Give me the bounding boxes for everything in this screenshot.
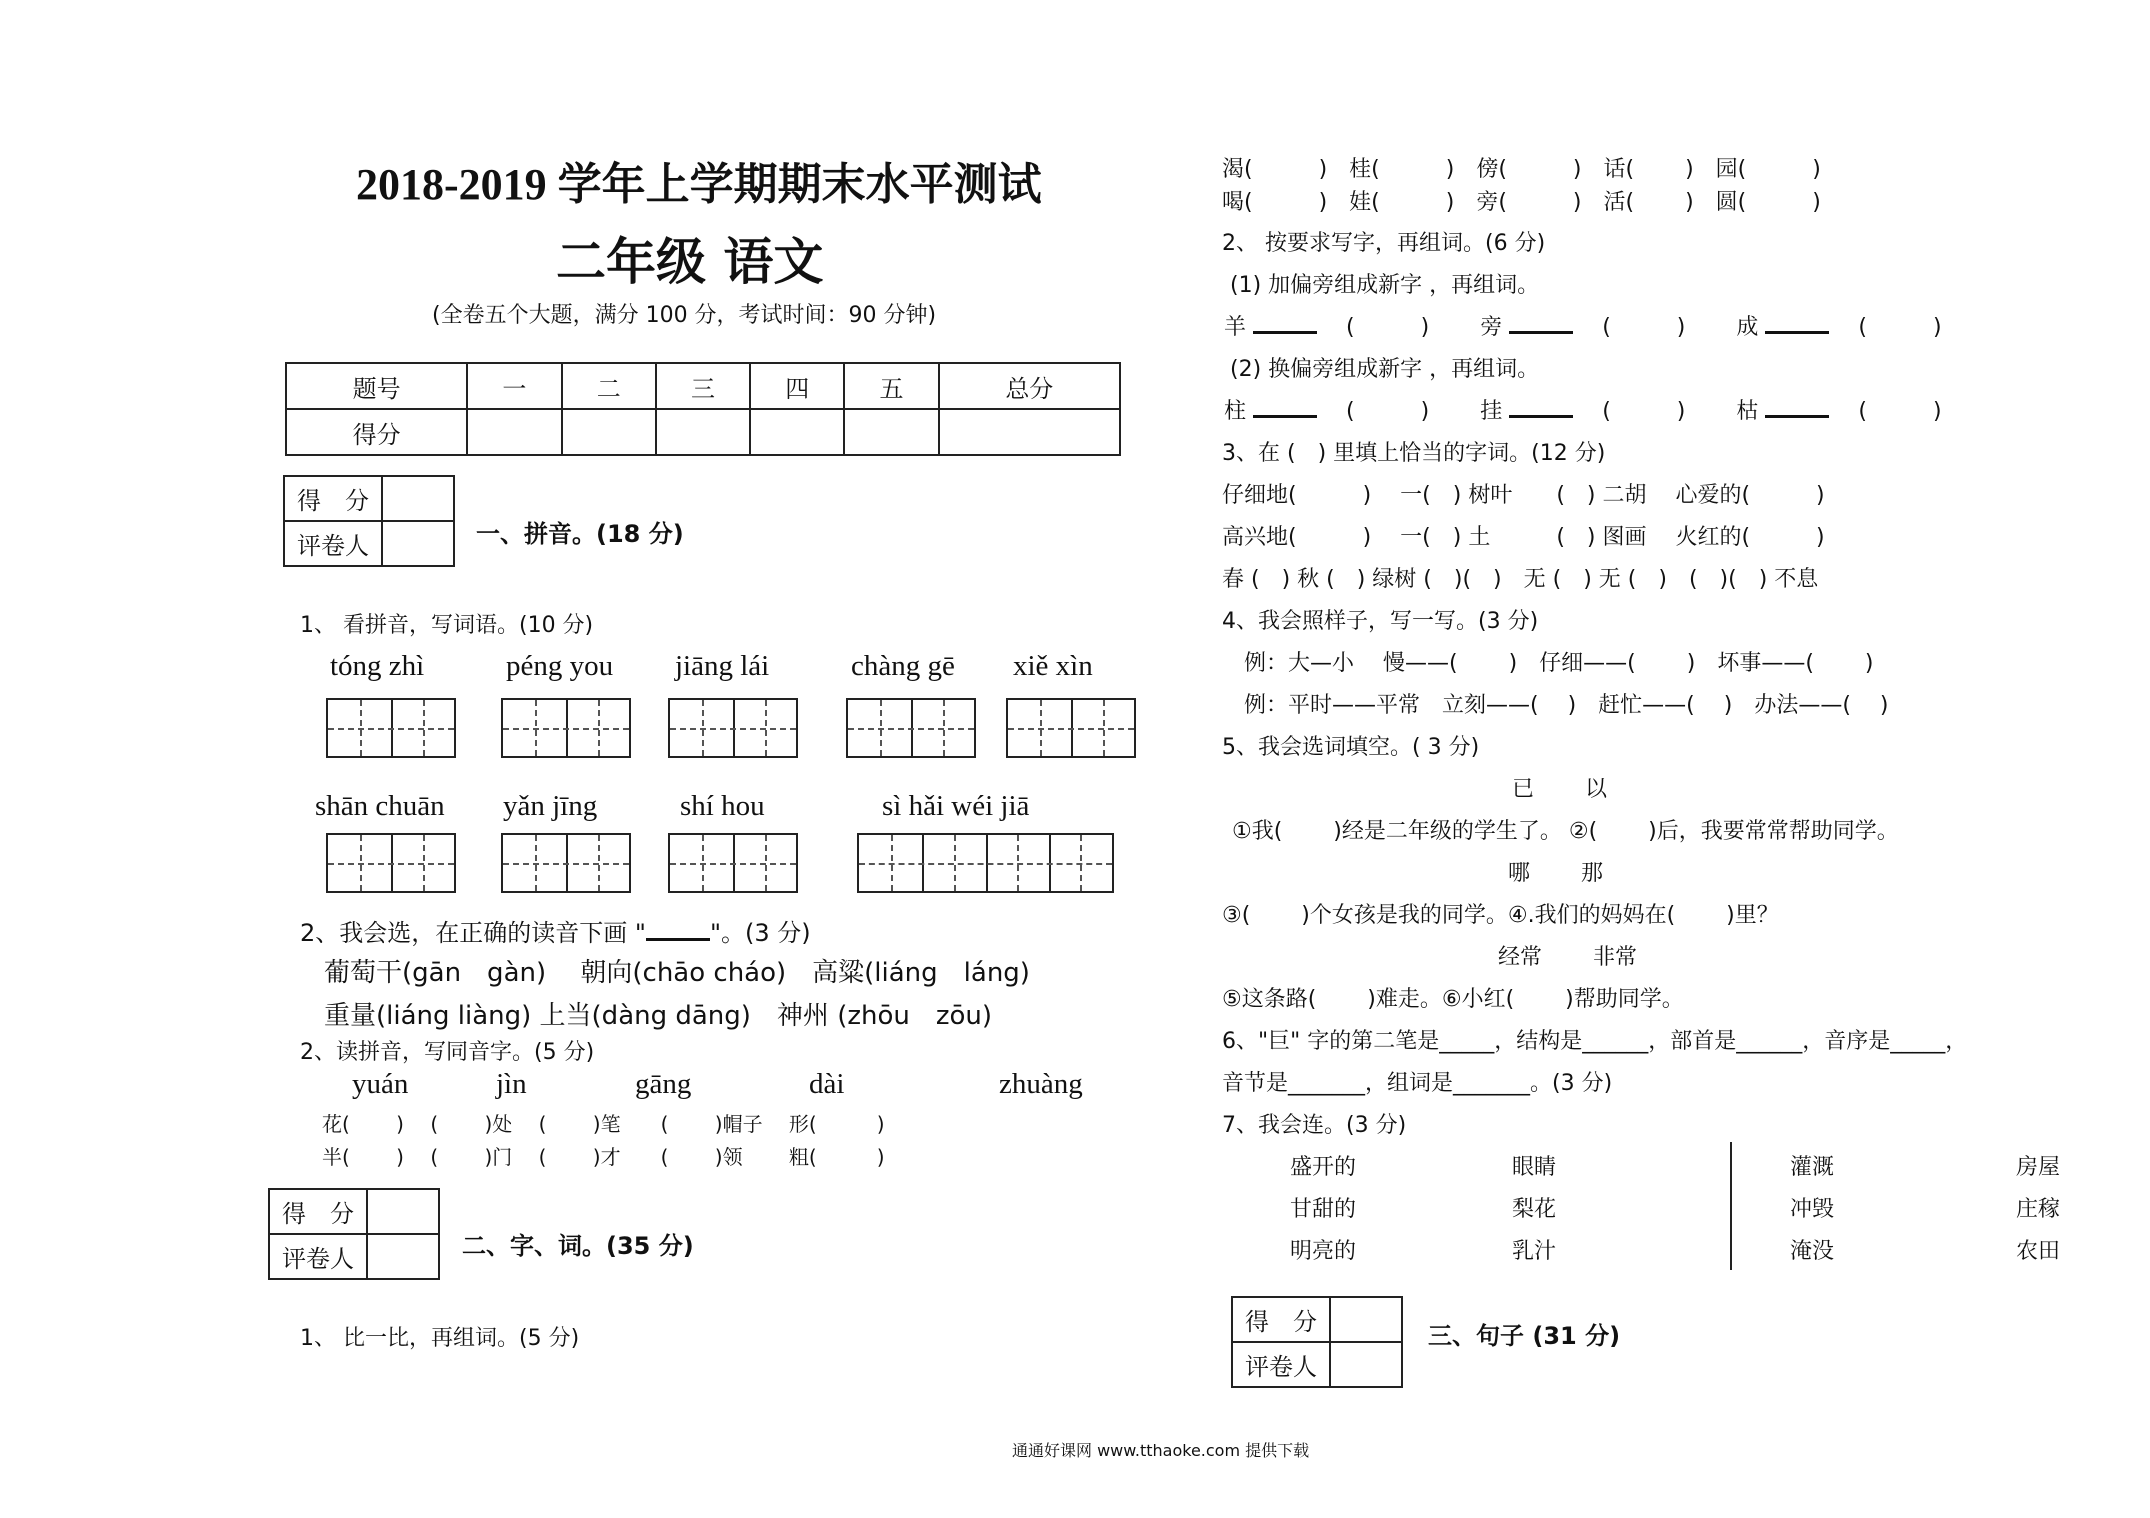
connect-word[interactable]: 农田 [2016, 1239, 2061, 1264]
question-1-2-text: 2、我会选，在正确的读音下画 " [300, 919, 646, 947]
pronunciation-line: 葡萄干(gān gàn) 朝向(chāo cháo) 高粱(liáng láng) [324, 958, 1030, 988]
score-entry-cell[interactable] [656, 409, 750, 455]
score-entry-cell[interactable] [467, 409, 561, 455]
homophone-line: 花( ) ( )处 ( )笔 ( )帽子 形( ) [322, 1112, 885, 1136]
section-3-heading: 三、句子 (31 分) [1428, 1322, 1621, 1350]
question-2-2a: (1) 加偏旁组成新字 ，再组词。 [1230, 273, 1540, 298]
radical-char: 旁 [1480, 315, 1503, 340]
score-header-cell: 五 [844, 363, 938, 409]
grader-score-cell[interactable] [1330, 1297, 1402, 1342]
pinyin-label: zhuàng [999, 1068, 1083, 1100]
score-entry-cell[interactable] [844, 409, 938, 455]
grader-score-cell[interactable] [367, 1189, 439, 1234]
grader-box [283, 475, 455, 567]
answer-blank[interactable] [1253, 411, 1317, 418]
pinyin-label: tóng zhì [330, 650, 425, 682]
pronunciation-line: 重量(liáng liàng) 上当(dàng dāng) 神州 (zhōu zōu) [324, 1001, 993, 1031]
connect-word[interactable]: 梨花 [1512, 1197, 1557, 1222]
writing-grid[interactable] [857, 833, 1114, 893]
section-1-heading: 一、拼音。(18 分) [476, 520, 684, 548]
score-header-cell: 总分 [939, 363, 1120, 409]
connect-word[interactable]: 淹没 [1790, 1239, 1835, 1264]
answer-blank[interactable] [1509, 327, 1573, 334]
exam-note: (全卷五个大题，满分 100 分，考试时间：90 分钟) [432, 303, 937, 328]
pinyin-label: jìn [496, 1068, 527, 1100]
question-1-2-tail: "。(3 分) [709, 919, 811, 947]
question-2-7: 7、我会连。(3 分) [1222, 1113, 1407, 1138]
exam-subtitle: 二年级 语文 [556, 233, 824, 291]
paren-blank: ( ) [1602, 315, 1686, 340]
pinyin-label: yuán [352, 1068, 409, 1100]
pinyin-label: shān chuān [315, 790, 445, 822]
score-header-cell: 一 [467, 363, 561, 409]
grader-name-label: 评卷人 [269, 1234, 367, 1279]
paren-blank: ( ) [1602, 399, 1686, 424]
radical-char: 羊 [1224, 315, 1247, 340]
radical-line [1224, 394, 1942, 425]
connect-word[interactable]: 盛开的 [1290, 1155, 1357, 1180]
question-2-4: 4、我会照样子，写一写。(3 分) [1222, 609, 1539, 634]
fill-line: 春 ( ) 秋 ( ) 绿树 ( )( ) 无 ( ) 无 ( ) ( )( ) 不息 [1222, 567, 1819, 592]
writing-grid[interactable] [668, 698, 798, 758]
pinyin-label: jiāng lái [675, 650, 770, 682]
pinyin-label: chàng gē [851, 650, 955, 682]
connect-word[interactable]: 冲毁 [1790, 1197, 1835, 1222]
choice-sentence: ①我( )经是二年级的学生了。 ②( )后，我要常常帮助同学。 [1232, 819, 1899, 844]
compare-line: 渴( ) 桂( ) 傍( ) 话( ) 园( ) [1222, 157, 1821, 182]
question-2-1: 1、 比一比，再组词。(5 分) [300, 1326, 580, 1351]
radical-char: 成 [1736, 315, 1759, 340]
question-2-3: 3、在 ( ) 里填上恰当的字词。(12 分) [1222, 441, 1606, 466]
radical-char: 枯 [1736, 399, 1759, 424]
word-choices: 已 以 [1512, 777, 1607, 802]
connect-word[interactable]: 甘甜的 [1290, 1197, 1357, 1222]
grader-name-cell[interactable] [367, 1234, 439, 1279]
grader-name-cell[interactable] [382, 521, 454, 566]
question-1-1: 1、 看拼音，写词语。(10 分) [300, 613, 594, 638]
answer-blank[interactable] [1253, 327, 1317, 334]
grader-score-label: 得 分 [284, 476, 382, 521]
connect-word[interactable]: 房屋 [2016, 1155, 2061, 1180]
choice-sentence: ③( )个女孩是我的同学。④.我们的妈妈在( )里？ [1222, 903, 1779, 928]
answer-blank[interactable] [1765, 411, 1829, 418]
writing-grid[interactable] [326, 698, 456, 758]
score-header-cell: 三 [656, 363, 750, 409]
grader-name-cell[interactable] [1330, 1342, 1402, 1387]
divider-line [1730, 1142, 1732, 1270]
score-entry-cell[interactable] [939, 409, 1120, 455]
compare-line: 喝( ) 娃( ) 旁( ) 活( ) 圆( ) [1222, 190, 1821, 215]
choice-sentence: ⑤这条路( )难走。⑥小红( )帮助同学。 [1222, 987, 1684, 1012]
pinyin-label: dài [809, 1068, 845, 1100]
radical-line [1224, 310, 1942, 341]
score-row-label: 得分 [286, 409, 467, 455]
word-choices: 哪 那 [1508, 861, 1603, 886]
writing-grid[interactable] [1006, 698, 1136, 758]
writing-grid[interactable] [668, 833, 798, 893]
pinyin-label: xiě xìn [1013, 650, 1093, 682]
pinyin-label: shí hou [680, 790, 765, 822]
exam-title: 2018-2019 学年上学期期末水平测试 [356, 160, 1042, 209]
pinyin-label: gāng [635, 1068, 692, 1100]
writing-grid[interactable] [326, 833, 456, 893]
pinyin-label: péng you [506, 650, 614, 682]
paren-blank: ( ) [1858, 315, 1942, 340]
connect-word[interactable]: 庄稼 [2016, 1197, 2061, 1222]
score-table [285, 362, 1121, 456]
underline-sample [646, 934, 710, 941]
answer-blank[interactable] [1765, 327, 1829, 334]
connect-word[interactable]: 眼睛 [1512, 1155, 1557, 1180]
homophone-line: 半( ) ( )门 ( )才 ( )领 粗( ) [322, 1145, 885, 1169]
connect-word[interactable]: 明亮的 [1290, 1239, 1357, 1264]
paren-blank: ( ) [1346, 399, 1430, 424]
grader-name-label: 评卷人 [1232, 1342, 1330, 1387]
radical-char: 挂 [1480, 399, 1503, 424]
question-1-3: 2、读拼音，写同音字。(5 分) [300, 1040, 595, 1065]
paren-blank: ( ) [1346, 315, 1430, 340]
writing-grid[interactable] [501, 698, 631, 758]
writing-grid[interactable] [501, 833, 631, 893]
question-1-2 [300, 913, 811, 948]
question-2-2b: (2) 换偏旁组成新字 ，再组词。 [1230, 357, 1540, 382]
fill-line: 高兴地( ) 一( ) 土 ( ) 图画 火红的( ) [1222, 525, 1825, 550]
grader-box [268, 1188, 440, 1280]
grader-name-label: 评卷人 [284, 521, 382, 566]
page-footer: 通通好课网 www.tthaoke.com 提供下载 [1012, 1441, 1310, 1460]
question-2-2: 2、 按要求写字，再组词。(6 分) [1222, 231, 1546, 256]
grader-score-label: 得 分 [269, 1189, 367, 1234]
grader-box [1231, 1296, 1403, 1388]
writing-grid[interactable] [846, 698, 976, 758]
section-2-heading: 二、字、词。(35 分) [462, 1232, 694, 1260]
example-line: 例：大—小 慢——( ) 仔细——( ) 坏事——( ) [1244, 651, 1874, 676]
question-2-6-cont: 音节是_______，组词是_______。(3 分) [1222, 1071, 1613, 1096]
connect-word[interactable]: 灌溉 [1790, 1155, 1835, 1180]
score-entry-cell[interactable] [750, 409, 844, 455]
paren-blank: ( ) [1858, 399, 1942, 424]
question-2-5: 5、我会选词填空。( 3 分) [1222, 735, 1480, 760]
question-2-6: 6、"巨" 字的第二笔是_____，结构是______，部首是______，音序是_____， [1222, 1029, 1968, 1054]
grader-score-cell[interactable] [382, 476, 454, 521]
connect-word[interactable]: 乳汁 [1512, 1239, 1557, 1264]
example-line: 例：平时——平常 立刻——( ) 赶忙——( ) 办法——( ) [1244, 693, 1889, 718]
pinyin-label: sì hǎi wéi jiā [882, 790, 1030, 822]
radical-char: 柱 [1224, 399, 1247, 424]
score-header-cell: 题号 [286, 363, 467, 409]
grader-score-label: 得 分 [1232, 1297, 1330, 1342]
answer-blank[interactable] [1509, 411, 1573, 418]
word-choices: 经常 非常 [1498, 945, 1637, 970]
score-header-cell: 四 [750, 363, 844, 409]
fill-line: 仔细地( ) 一( ) 树叶 ( ) 二胡 心爱的( ) [1222, 483, 1825, 508]
score-entry-cell[interactable] [562, 409, 656, 455]
score-header-cell: 二 [562, 363, 656, 409]
pinyin-label: yǎn jīng [503, 790, 598, 822]
